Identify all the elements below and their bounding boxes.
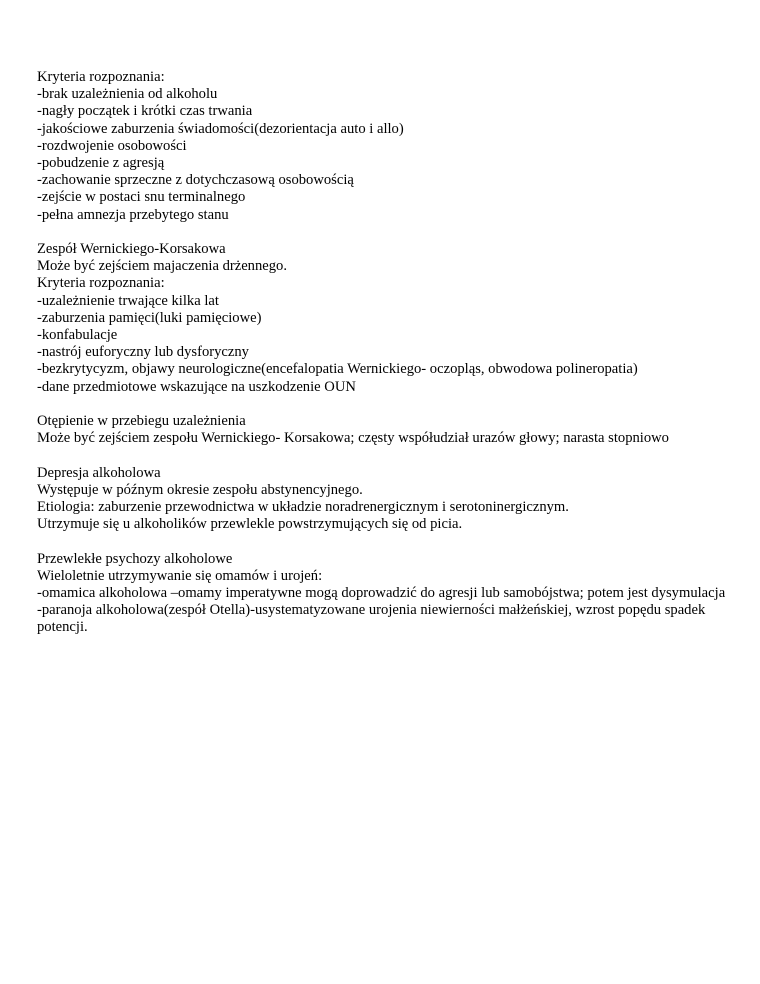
section-heading: Depresja alkoholowa — [37, 464, 161, 481]
section-text: Wieloletnie utrzymywanie się omamów i urojeń: — [37, 567, 323, 584]
list-item: -zachowanie sprzeczne z dotychczasową osobowością — [37, 172, 354, 189]
list-item: -zaburzenia pamięci(luki pamięciowe) — [37, 309, 262, 326]
list-item: -omamica alkoholowa –omamy imperatywne mogą doprowadzić do agresji lub samobójstwa; potem jest dysymulacja — [37, 585, 726, 602]
list-item: -nastrój euforyczny lub dysforyczny — [37, 344, 249, 361]
section-subheading: Kryteria rozpoznania: — [37, 275, 165, 292]
list-item: -dane przedmiotowe wskazujące na uszkodzenie OUN — [37, 378, 356, 395]
section-heading: Zespół Wernickiego-Korsakowa — [37, 241, 226, 258]
section-text: Może być zejściem zespołu Wernickiego- Korsakowa; częsty współudział urazów głowy; narasta stopniowo — [37, 430, 669, 447]
section-delirium-criteria — [37, 69, 727, 224]
list-item: -uzależnienie trwające kilka lat — [37, 292, 219, 309]
paragraph-gap — [37, 224, 727, 241]
list-item: -rozdwojenie osobowości — [37, 137, 187, 154]
section-text: Może być zejściem majaczenia drżennego. — [37, 258, 287, 275]
list-item: -konfabulacje — [37, 327, 118, 344]
list-item: -zejście w postaci snu terminalnego — [37, 189, 246, 206]
list-item: -jakościowe zaburzenia świadomości(dezorientacja auto i allo) — [37, 120, 404, 137]
section-text: Występuje w późnym okresie zespołu abstynencyjnego. — [37, 481, 363, 498]
list-item: -nagły początek i krótki czas trwania — [37, 103, 253, 120]
list-item: -pełna amnezja przebytego stanu — [37, 206, 229, 223]
list-item: -bezkrytycyzm, objawy neurologiczne(encefalopatia Wernickiego- oczopląs, obwodowa polineropatia) — [37, 361, 638, 378]
list-item: -paranoja alkoholowa(zespół Otella)-usystematyzowane urojenia niewierności małżeńskiej, wzrost popędu spadek potencji. — [37, 602, 706, 636]
document-page — [37, 69, 727, 637]
list-item: -pobudzenie z agresją — [37, 155, 165, 172]
section-alcoholic-depression — [37, 465, 727, 534]
paragraph-gap — [37, 447, 727, 464]
paragraph-gap — [37, 396, 727, 413]
list-item: -brak uzależnienia od alkoholu — [37, 86, 218, 103]
section-heading: Otępienie w przebiegu uzależnienia — [37, 413, 246, 430]
section-wernicke-korsakoff — [37, 241, 727, 396]
section-dementia — [37, 413, 727, 447]
section-chronic-psychoses — [37, 551, 727, 637]
section-heading: Przewlekłe psychozy alkoholowe — [37, 550, 233, 567]
section-heading: Kryteria rozpoznania: — [37, 69, 165, 85]
section-text: Utrzymuje się u alkoholików przewlekle powstrzymujących się od picia. — [37, 516, 463, 533]
paragraph-gap — [37, 533, 727, 550]
section-text: Etiologia: zaburzenie przewodnictwa w układzie noradrenergicznym i serotoninergicznym. — [37, 499, 569, 516]
